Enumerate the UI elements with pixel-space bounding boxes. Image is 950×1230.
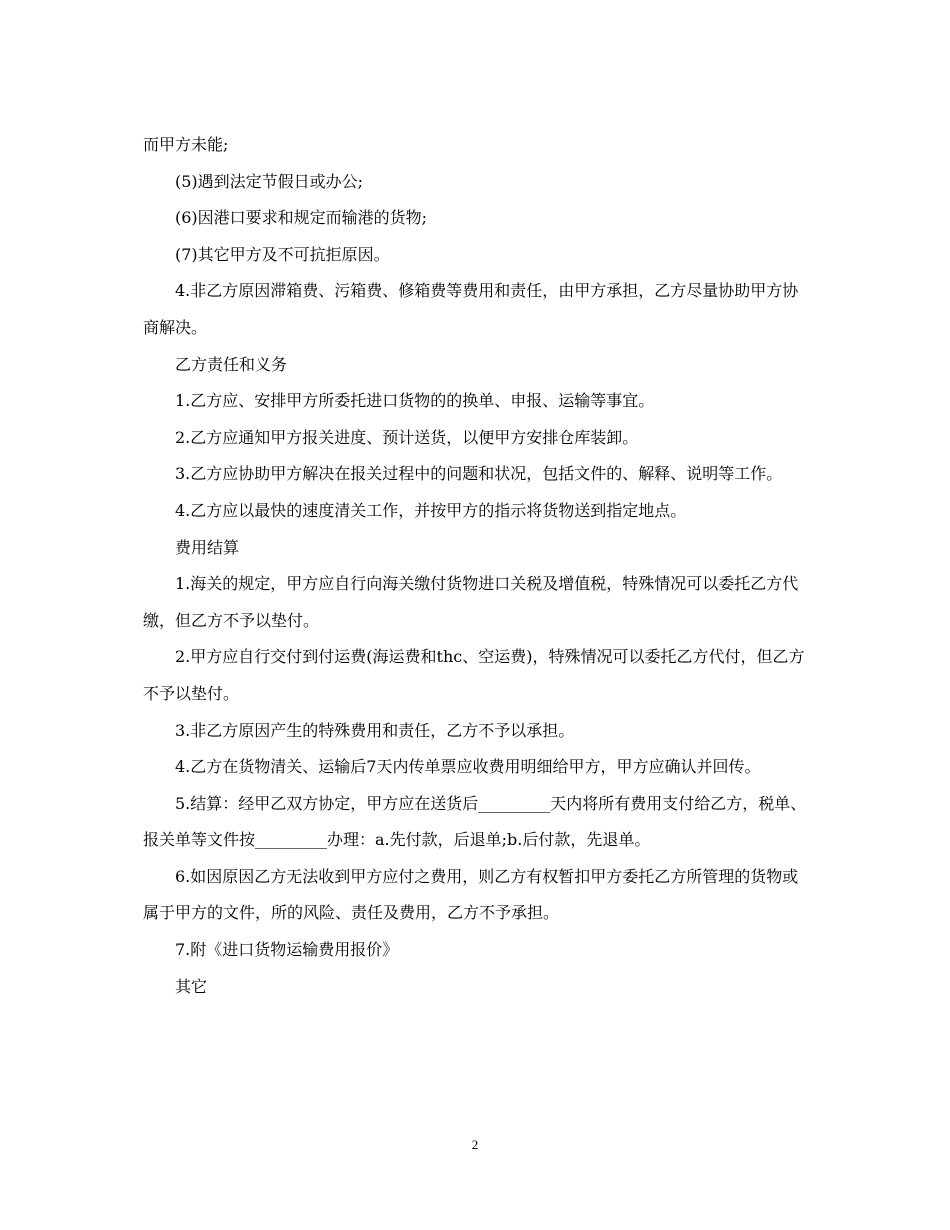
paragraph: (6)因港口要求和规定而输港的货物; [175,208,428,228]
paragraph: 1.海关的规定，甲方应自行向海关缴付货物进口关税及增值税，特殊情况可以委托乙方代缴，但乙方不予以垫付。 [143,574,799,630]
paragraph: 7.附《进口货物运输费用报价》 [175,940,399,960]
paragraph: 3.乙方应协助甲方解决在报关过程中的问题和状况，包括文件的、解释、说明等工作。 [175,464,783,484]
paragraph: 4.乙方在货物清关、运输后7天内传单票应收费用明细给甲方，甲方应确认并回传。 [175,757,761,777]
section-heading: 费用结算 [175,537,240,557]
paragraph: 5.结算：经甲乙双方协定，甲方应在送货后_________天内将所有费用支付给乙方，税单、报关单等文件按_________办理：a.先付款，后退单;b.后付款，先退单。 [143,793,807,850]
paragraph: 3.非乙方原因产生的特殊费用和责任，乙方不予以承担。 [175,720,575,740]
section-heading: 其它 [175,976,208,996]
paragraph: (5)遇到法定节假日或办公; [175,171,364,191]
paragraph: 4.乙方应以最快的速度清关工作，并按甲方的指示将货物送到指定地点。 [175,500,687,520]
section-heading: 乙方责任和义务 [175,354,288,374]
document-body [143,127,808,1005]
paragraph: 而甲方未能; [143,135,229,154]
page-number: 2 [471,1137,479,1152]
paragraph: 6.如因原因乙方无法收到甲方应付之费用，则乙方有权暂扣甲方委托乙方所管理的货物或属于甲方的文件，所的风险、责任及费用，乙方不予承担。 [143,866,799,923]
paragraph: (7)其它甲方及不可抗拒原因。 [175,244,390,264]
paragraph: 2.甲方应自行交付到付运费(海运费和thc、空运费)，特殊情况可以委托乙方代付，但乙方不予以垫付。 [143,647,805,703]
paragraph: 4.非乙方原因滞箱费、污箱费、修箱费等费用和责任，由甲方承担，乙方尽量协助甲方协商解决。 [143,281,799,337]
paragraph: 1.乙方应、安排甲方所委托进口货物的的换单、申报、运输等事宜。 [175,391,655,411]
paragraph: 2.乙方应通知甲方报关进度、预计送货，以便甲方安排仓库装卸。 [175,427,639,447]
